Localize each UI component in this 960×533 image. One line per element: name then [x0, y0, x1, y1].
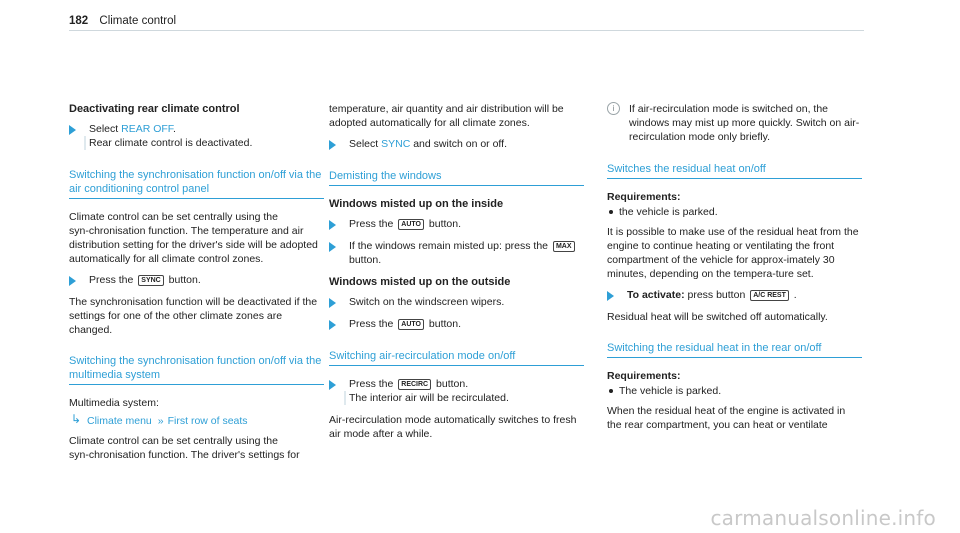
- paragraph-continued: temperature, air quantity and air distribution will be adopted automatically for all climate zones.: [329, 103, 564, 129]
- step-select-sync: Select SYNC and switch on or off.: [329, 137, 584, 151]
- page-number: 182: [69, 15, 89, 27]
- paragraph-sync-intro: Climate control can be set centrally using the syn‑chronisation function. The temperature and air distribution setting for the driver's side will be adopted automatically for all climate control zones.: [69, 211, 318, 265]
- auto-button-icon: AUTO: [398, 319, 424, 330]
- step-arrow-icon: [329, 220, 336, 230]
- column-2: [329, 102, 584, 448]
- step-arrow-icon: [329, 298, 336, 308]
- watermark: carmanualsonline.info: [710, 506, 936, 530]
- auto-button-icon: AUTO: [398, 219, 424, 230]
- step-wipers: Switch on the windscreen wipers.: [329, 295, 584, 309]
- column-1: [69, 102, 324, 469]
- section-sync-panel: Switching the synchronisation function on/off via the air conditioning control panel: [69, 168, 324, 199]
- info-icon: i: [607, 102, 620, 115]
- paragraph-sync-deactivated: The synchronisation function will be deactivated if the settings for one of the other climate zones are changed.: [69, 296, 318, 336]
- page-header: [69, 14, 176, 28]
- section-sync-multimedia: Switching the synchronisation function on/off via the multimedia system: [69, 354, 324, 385]
- requirement-item: The vehicle is parked.: [607, 384, 862, 398]
- step-activate: To activate: press button A/C REST .: [607, 288, 862, 302]
- step-press-recirc: Press the RECIRC button. The interior air will be recirculated.: [329, 377, 584, 405]
- rear-off-link[interactable]: REAR OFF: [121, 123, 174, 135]
- paragraph-auto-off: Residual heat will be switched off automatically.: [607, 311, 828, 323]
- max-defrost-button-icon: MAX: [553, 241, 575, 252]
- step-arrow-icon: [607, 291, 614, 301]
- return-arrow-icon: ↳: [71, 412, 82, 426]
- step-press-auto: Press the AUTO button.: [329, 217, 584, 231]
- requirements-label: Requirements:: [607, 191, 681, 203]
- step-select-rear-off: Select REAR OFF. Rear climate control is deactivated.: [69, 122, 324, 150]
- paragraph-residual-heat: It is possible to make use of the residual heat from the engine to continue heating or ventilating the front compartment of the vehicle for approx‑imately 30 minutes, depending on the tempera‑ture set.: [607, 226, 859, 280]
- step-arrow-icon: [329, 140, 336, 150]
- double-chevron-icon: »: [157, 415, 164, 427]
- heading-misted-inside: Windows misted up on the inside: [329, 198, 504, 210]
- ac-rest-button-icon: A/C REST: [750, 290, 789, 301]
- path-first-row[interactable]: First row of seats: [167, 415, 248, 427]
- step-press-sync: Press the SYNC button.: [69, 273, 324, 287]
- heading-misted-outside: Windows misted up on the outside: [329, 276, 511, 288]
- section-demisting: Demisting the windows: [329, 169, 584, 186]
- path-climate-menu[interactable]: Climate menu: [87, 415, 152, 427]
- step-arrow-icon: [69, 276, 76, 286]
- recirculation-button-icon: RECIRC: [398, 379, 431, 390]
- paragraph-recirc-auto: Air-recirculation mode automatically switches to fresh air mode after a while.: [329, 414, 577, 440]
- step-arrow-icon: [69, 125, 76, 135]
- section-residual-heat-rear: Switching the residual heat in the rear on/off: [607, 341, 862, 358]
- requirements-label: Requirements:: [607, 370, 681, 382]
- requirement-item: the vehicle is parked.: [607, 205, 862, 219]
- header-rule: [69, 30, 864, 31]
- info-note: i If air-recirculation mode is switched on, the windows may mist up more quickly. Switch on air-recirculation mode only briefly.: [607, 102, 862, 144]
- sync-link[interactable]: SYNC: [381, 138, 411, 150]
- paragraph-sync-central: Climate control can be set centrally using the syn‑chronisation function. The driver's settings for: [69, 435, 300, 461]
- page-title: Climate control: [99, 15, 177, 27]
- sync-button-icon: SYNC: [138, 275, 163, 286]
- section-recirculation: Switching air-recirculation mode on/off: [329, 349, 584, 366]
- section-residual-heat: Switches the residual heat on/off: [607, 162, 862, 179]
- column-3: [607, 102, 862, 439]
- paragraph-multimedia: Multimedia system:: [69, 397, 159, 409]
- step-press-auto-2: Press the AUTO button.: [329, 317, 584, 331]
- menu-path: [69, 414, 324, 428]
- paragraph-rear-heat: When the residual heat of the engine is activated in the rear compartment, you can heat or ventilate: [607, 405, 846, 431]
- step-result: The interior air will be recirculated.: [344, 391, 584, 405]
- step-arrow-icon: [329, 380, 336, 390]
- step-result: Rear climate control is deactivated.: [84, 136, 324, 150]
- step-arrow-icon: [329, 242, 336, 252]
- heading-deactivate-rear: Deactivating rear climate control: [69, 103, 240, 115]
- step-arrow-icon: [329, 320, 336, 330]
- step-press-max: If the windows remain misted up: press the MAX button.: [329, 239, 584, 267]
